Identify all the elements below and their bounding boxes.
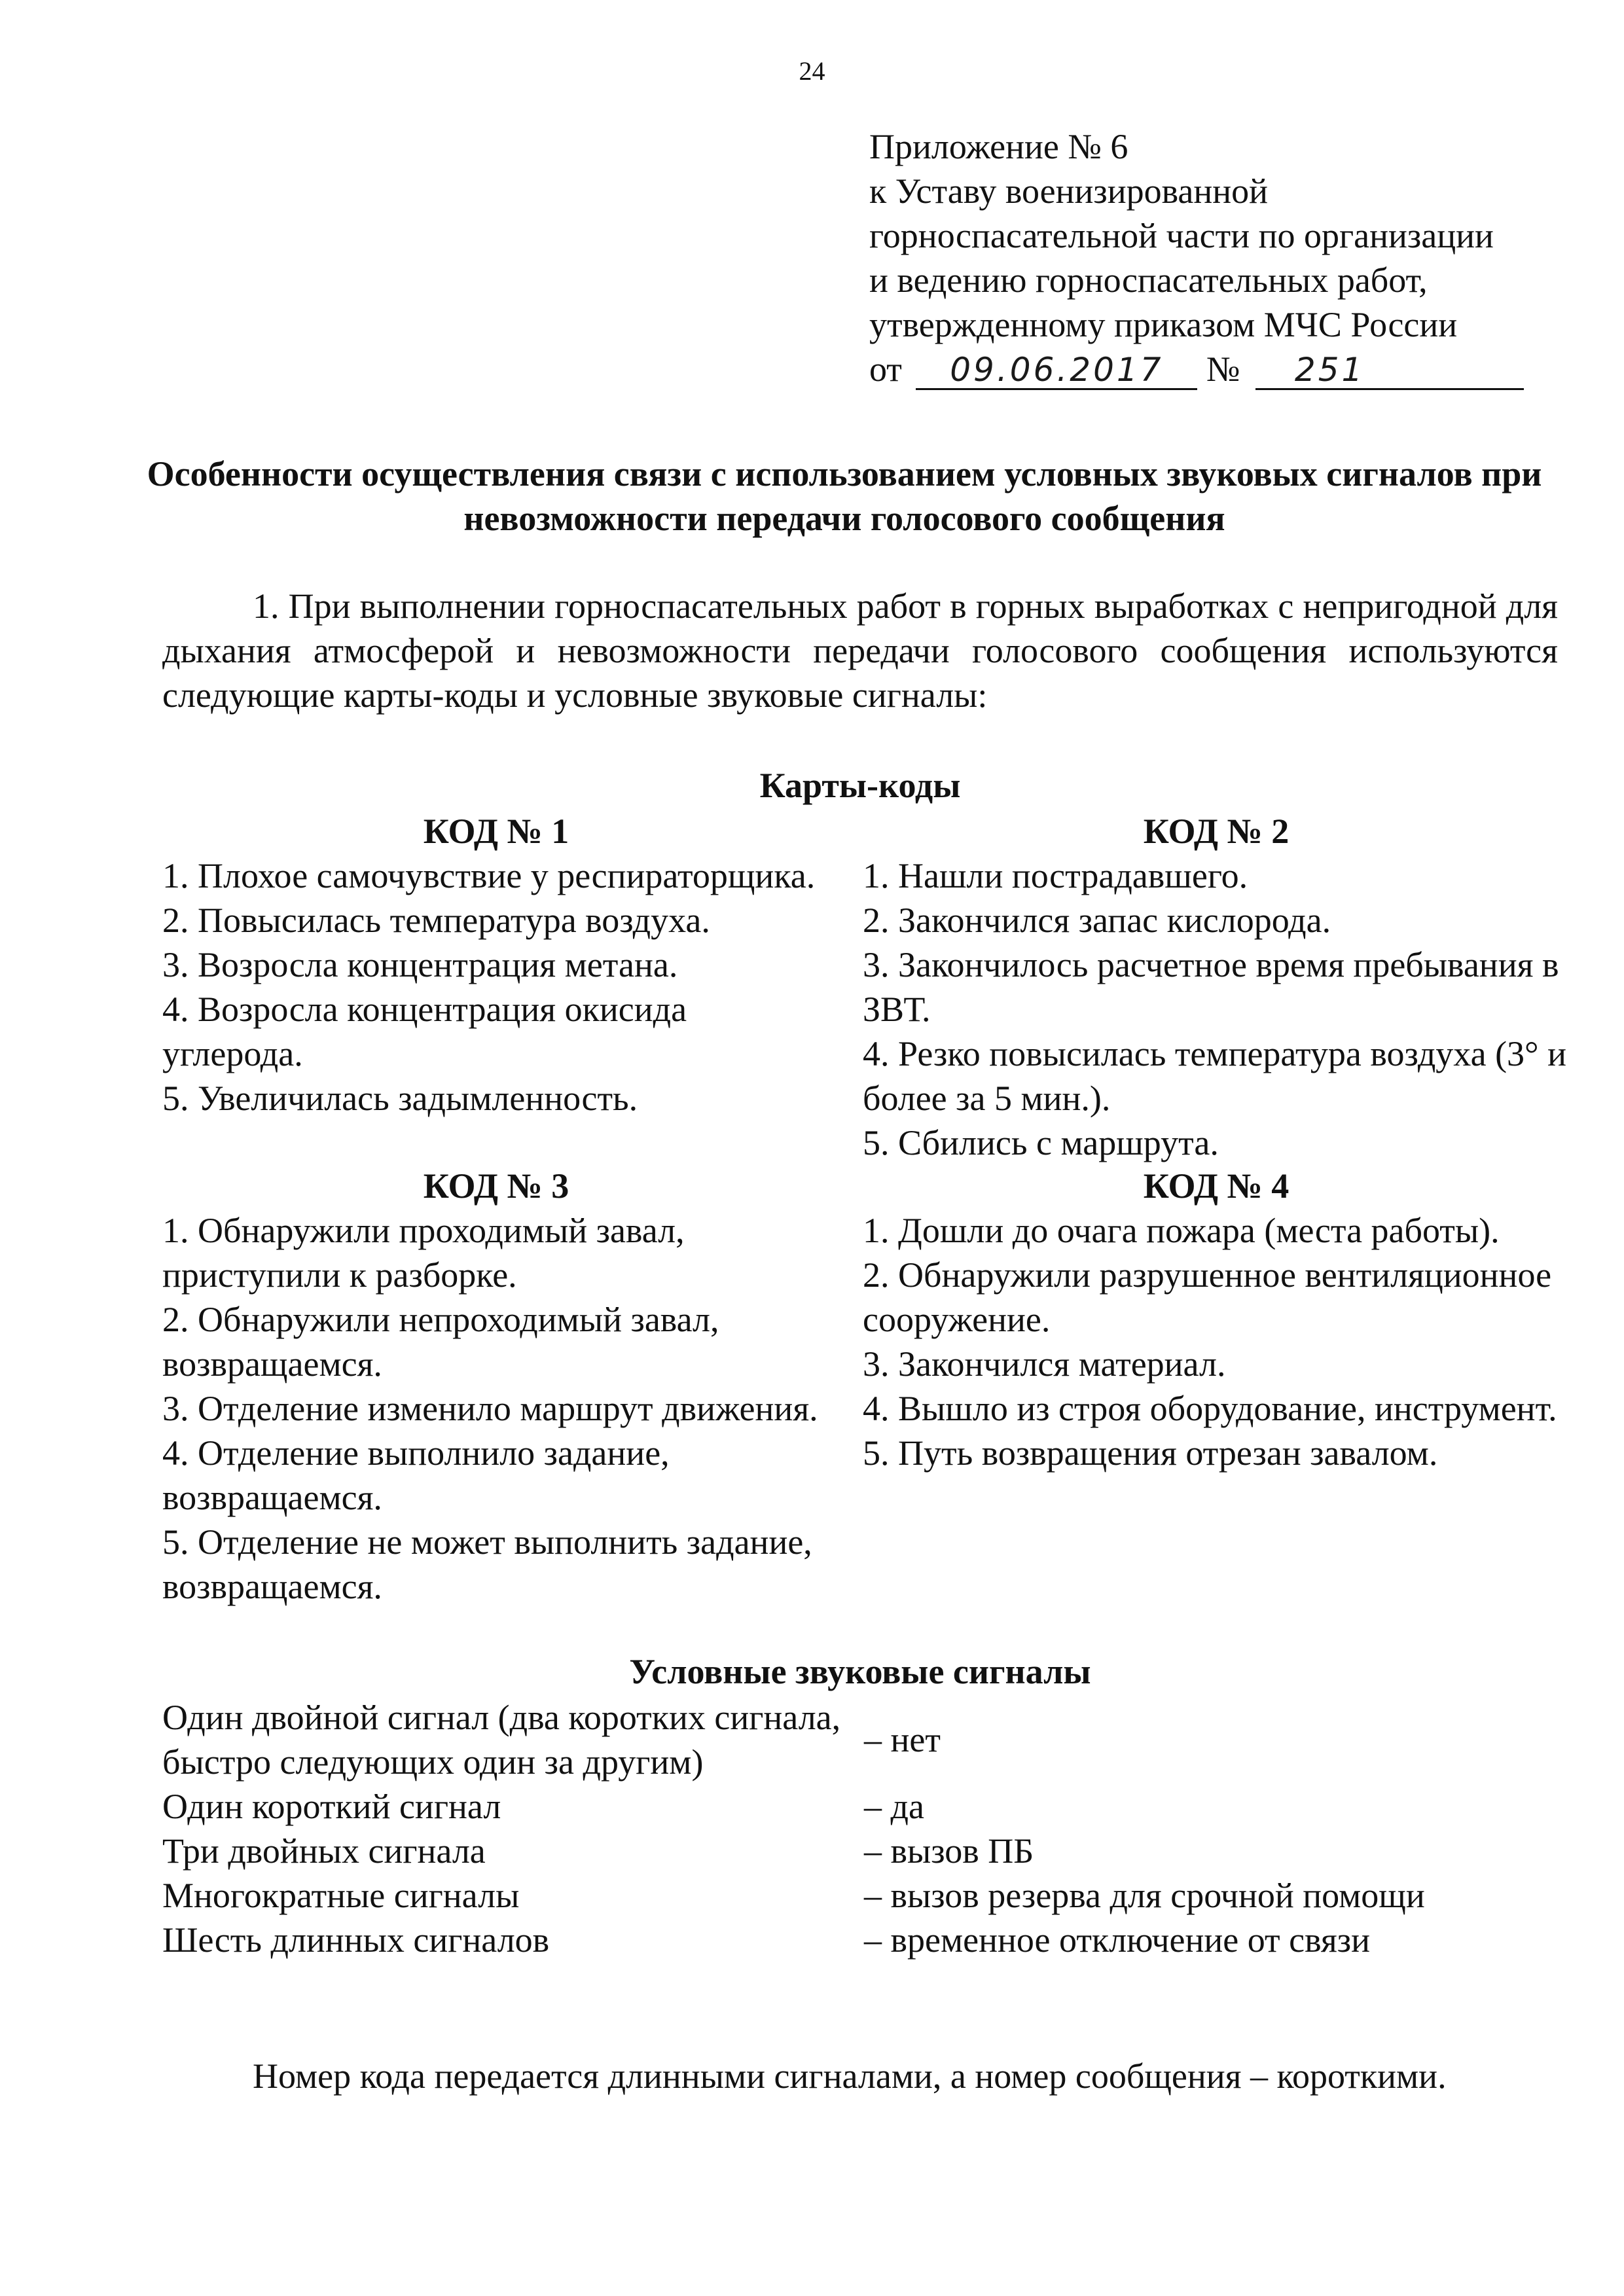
signal-row — [162, 1829, 1570, 1873]
code-item: 5. Путь возвращения отрезан завалом. — [863, 1433, 1438, 1473]
intro-paragraph: 1. При выполнении горноспасательных работ в горных выработках с непригодной для дыхания атмосферой и невозможности передачи голосового сообщения используются следующие карты-коды и условные звуковые сигналы: — [162, 586, 1558, 715]
signal-meaning: – да — [864, 1787, 924, 1826]
signal-name: Один двойной сигнал (два коротких сигнала, быстро следующих один за другим) — [162, 1698, 841, 1782]
appendix-line: к Уставу военизированной — [869, 171, 1269, 211]
handwritten-date: 09.06.2017 — [916, 351, 1197, 390]
code-item: 1. Нашли пострадавшего. — [863, 856, 1248, 895]
code-block-3 — [162, 1164, 830, 1609]
signal-name: Многократные сигналы — [162, 1876, 520, 1915]
signal-row — [162, 1784, 1570, 1829]
code-block-2 — [863, 809, 1570, 1165]
appendix-block — [869, 124, 1557, 391]
code-item: 2. Обнаружили разрушенное вентиляционное сооружение. — [863, 1255, 1552, 1339]
signal-meaning: – нет — [864, 1720, 941, 1759]
code-item: 3. Закончился материал. — [863, 1344, 1226, 1384]
code-title: КОД № 4 — [1143, 1166, 1290, 1206]
code-block-1 — [162, 809, 830, 1121]
code-item: 1. Обнаружили проходимый завал, приступили к разборке. — [162, 1211, 685, 1295]
handwritten-number: 251 — [1255, 351, 1524, 390]
code-item: 5. Увеличилась задымленность. — [162, 1079, 638, 1118]
code-item: 4. Резко повысилась температура воздуха (3° и более за 5 мин.). — [863, 1034, 1567, 1118]
code-item: 4. Возросла концентрация окисида углерода. — [162, 990, 687, 1073]
code-item: 1. Дошли до очага пожара (места работы). — [863, 1211, 1500, 1250]
appendix-line: утвержденному приказом МЧС России — [869, 305, 1458, 344]
code-title: КОД № 3 — [423, 1166, 569, 1206]
signal-meaning: – временное отключение от связи — [864, 1920, 1370, 1960]
signals-table — [162, 1695, 1570, 1962]
code-item: 5. Сбились с маршрута. — [863, 1123, 1219, 1162]
code-item: 4. Вышло из строя оборудование, инструмент. — [863, 1389, 1557, 1428]
appendix-line: и ведению горноспасательных работ, — [869, 260, 1428, 300]
appendix-date-line — [869, 347, 1557, 391]
signal-meaning: – вызов ПБ — [864, 1831, 1034, 1871]
appendix-line: Приложение № 6 — [869, 127, 1128, 166]
code-item: 3. Закончилось расчетное время пребывания в ЗВТ. — [863, 945, 1559, 1029]
closing-paragraph: Номер кода передается длинными сигналами, а номер сообщения – короткими. — [253, 2056, 1447, 2096]
signal-meaning: – вызов резерва для срочной помощи — [864, 1876, 1425, 1915]
signal-row — [162, 1873, 1570, 1918]
signal-name: Один короткий сигнал — [162, 1787, 501, 1826]
document-heading: Особенности осуществления связи с использованием условных звуковых сигналов при невозможности передачи голосового сообщения — [147, 454, 1542, 538]
signal-name: Шесть длинных сигналов — [162, 1920, 550, 1960]
code-item: 1. Плохое самочувствие у респираторщика. — [162, 856, 816, 895]
code-item: 3. Отделение изменило маршрут движения. — [162, 1389, 818, 1428]
number-label: № — [1206, 350, 1240, 389]
from-label: от — [869, 350, 902, 389]
code-block-4 — [863, 1164, 1570, 1475]
code-item: 2. Закончился запас кислорода. — [863, 901, 1331, 940]
code-title: КОД № 2 — [1143, 812, 1290, 851]
signal-row — [162, 1918, 1570, 1962]
signal-name: Три двойных сигнала — [162, 1831, 486, 1871]
appendix-line: горноспасательной части по организации — [869, 216, 1494, 255]
code-item: 5. Отделение не может выполнить задание, возвращаемся. — [162, 1522, 812, 1606]
code-item: 3. Возросла концентрация метана. — [162, 945, 678, 984]
code-item: 4. Отделение выполнило задание, возвращаемся. — [162, 1433, 670, 1517]
code-item: 2. Повысилась температура воздуха. — [162, 901, 710, 940]
page-number: 24 — [799, 56, 825, 86]
code-item: 2. Обнаружили непроходимый завал, возвращаемся. — [162, 1300, 719, 1384]
code-title: КОД № 1 — [423, 812, 569, 851]
cards-title: Карты-коды — [759, 766, 961, 805]
signals-title: Условные звуковые сигналы — [629, 1652, 1091, 1691]
signal-row — [162, 1695, 1570, 1784]
